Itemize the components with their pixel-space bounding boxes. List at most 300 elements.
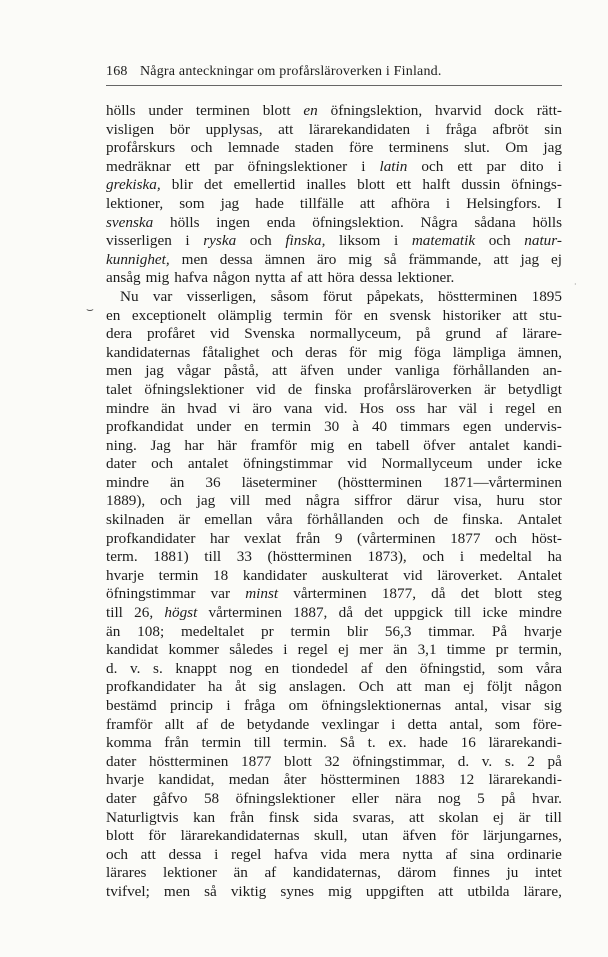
word: 1889), <box>106 492 146 510</box>
text-line <box>106 771 562 790</box>
text-line <box>106 678 562 697</box>
text-line <box>106 176 562 195</box>
word: till <box>253 734 271 752</box>
text-line <box>106 623 562 642</box>
word: blir <box>171 176 193 194</box>
word: latin <box>379 157 408 175</box>
word: öfningstimmar, <box>352 752 446 770</box>
word: hade <box>419 734 448 752</box>
text-line <box>106 697 562 716</box>
word: utan <box>361 827 389 845</box>
word: af <box>196 715 209 733</box>
word: att <box>396 678 412 696</box>
word: lärare- <box>522 325 562 343</box>
word: någon <box>212 269 251 287</box>
word: 12 <box>459 771 475 789</box>
word: 1887, <box>293 604 328 622</box>
running-title: Några anteckningar om profårsläroverken i Finland. <box>140 64 442 79</box>
word: vid <box>347 455 367 473</box>
word: huru <box>496 492 525 510</box>
word: betydligt <box>507 380 562 398</box>
word: har <box>210 529 230 547</box>
word: är <box>483 380 496 398</box>
word: afbröt <box>492 120 529 138</box>
word: från <box>295 529 321 547</box>
word: oss <box>395 399 416 417</box>
word: grekiska, <box>106 176 161 194</box>
word: ett <box>457 157 473 175</box>
word: vanliga <box>394 362 440 380</box>
word: föga <box>413 343 441 361</box>
word: främmande, <box>408 250 482 268</box>
word: att <box>409 808 425 826</box>
word: 33 <box>236 548 252 566</box>
word: kommer <box>168 641 220 659</box>
text-line <box>106 753 562 772</box>
word: hafva <box>274 845 308 863</box>
word: men <box>106 362 133 380</box>
word: bestämd <box>106 697 157 714</box>
word: af <box>360 659 373 677</box>
word: jag <box>520 250 540 268</box>
word: än <box>393 641 408 659</box>
word: kandi- <box>523 436 562 454</box>
word: en <box>106 306 121 324</box>
word: timmars <box>400 418 450 436</box>
word: sin <box>544 120 562 138</box>
word: finska <box>314 380 352 398</box>
word: 5 <box>477 789 485 807</box>
word: men <box>163 882 191 900</box>
word: termin. <box>283 734 327 752</box>
word: förut <box>322 287 353 305</box>
word: dito <box>519 157 544 175</box>
word: sådana <box>474 213 516 231</box>
word: i <box>459 548 465 566</box>
word: Antalet <box>517 566 562 584</box>
word: det <box>364 604 383 622</box>
text-line <box>106 437 562 456</box>
word: princip <box>170 697 214 714</box>
ink-speck: · <box>574 280 577 289</box>
text-line <box>106 864 562 883</box>
word: vexlingar <box>321 715 379 733</box>
word: intet <box>534 864 562 882</box>
word: hölls <box>532 213 562 231</box>
word: en <box>347 436 363 454</box>
word: hvar. <box>532 789 562 807</box>
header-rule <box>106 85 562 86</box>
word: var <box>152 287 173 305</box>
word: siffror <box>354 492 392 510</box>
word: icke <box>536 455 562 473</box>
word: mindre <box>518 604 562 622</box>
word: öfningslektioner <box>144 380 244 398</box>
word: emellertid <box>233 176 296 194</box>
word: utbilda <box>467 882 510 900</box>
word: visserligen, <box>186 287 257 305</box>
word: och <box>495 529 517 547</box>
word: d. <box>457 752 470 770</box>
word: 108; <box>137 622 165 640</box>
word: undervis- <box>504 418 562 436</box>
word: svaras, <box>352 808 395 826</box>
page-number: 168 <box>106 64 128 79</box>
word: den <box>385 659 408 677</box>
word: regel <box>297 641 328 659</box>
word: nog <box>437 789 461 807</box>
word: dessa <box>219 250 253 268</box>
word: (vårterminen <box>357 529 436 547</box>
word: därom <box>397 864 437 882</box>
word: detta <box>407 715 438 733</box>
word: ämnen <box>264 250 306 268</box>
word: lärarekandi- <box>488 771 562 789</box>
page-header <box>106 64 510 84</box>
word: ordinarie <box>507 845 562 863</box>
word: före <box>348 139 374 157</box>
word: mig <box>310 436 335 454</box>
word: timmar. <box>428 622 476 640</box>
word: profåret <box>147 325 196 343</box>
word: jag <box>220 194 240 212</box>
word: påstå, <box>223 362 259 380</box>
word: tiondedel <box>291 659 349 677</box>
word: svenska <box>106 213 154 231</box>
word: eller <box>351 789 379 807</box>
word: blott <box>262 102 291 119</box>
word: såsom <box>270 287 309 305</box>
word: och <box>106 845 128 863</box>
word: från <box>164 734 189 752</box>
word: sina <box>469 845 495 863</box>
word: läroverket. <box>437 566 503 584</box>
word: bör <box>169 120 190 138</box>
word: vi <box>228 399 241 417</box>
text-line <box>106 232 562 251</box>
word: under <box>487 455 522 473</box>
word: då <box>338 604 353 622</box>
text-line <box>106 846 562 865</box>
word: påpekats, <box>366 287 424 305</box>
word: regel <box>505 399 536 417</box>
text-line <box>106 400 562 419</box>
text-line <box>106 734 562 753</box>
word: på <box>416 325 431 343</box>
word: så <box>383 250 397 268</box>
word: uppgiften <box>365 882 425 900</box>
word: deras <box>305 343 338 361</box>
word: 16 <box>460 734 476 752</box>
word: att <box>493 250 509 268</box>
text-line <box>106 455 562 474</box>
word: än <box>170 473 185 491</box>
word: kunnighet, <box>106 250 170 268</box>
word: (höstterminen <box>267 548 352 566</box>
word: Naturligtvis <box>106 808 179 826</box>
word: i <box>425 120 430 138</box>
word: än <box>106 622 121 640</box>
word: nytta <box>255 269 286 287</box>
text-line <box>106 344 562 363</box>
word: fåtalighet <box>202 343 260 361</box>
word: 3,1 <box>417 641 437 659</box>
word: mindre <box>106 399 150 417</box>
word: ryska <box>203 232 237 250</box>
word: par <box>486 157 506 175</box>
word: så <box>204 882 217 900</box>
word: liksom <box>339 232 381 250</box>
word: vana <box>283 399 313 417</box>
text-line <box>106 790 562 809</box>
word: för <box>148 827 167 845</box>
word: 1895 <box>531 287 562 305</box>
word: att <box>271 362 288 380</box>
word: v. <box>130 659 141 677</box>
word: sig <box>258 678 277 696</box>
word: blott <box>284 752 312 770</box>
word: terminen <box>195 102 250 119</box>
word: finska, <box>285 232 326 250</box>
word: att <box>307 269 323 287</box>
word: minst <box>245 585 279 603</box>
word: dera <box>106 325 133 343</box>
word: 1871—vårterminen <box>443 473 562 491</box>
word: ämnen, <box>517 343 562 361</box>
word: lärarekandi- <box>488 734 562 752</box>
word: s. <box>153 659 163 677</box>
word: hvarvid <box>435 102 482 119</box>
word: i <box>185 232 190 250</box>
word: lämpliga <box>452 343 506 361</box>
word: öfningslektion. <box>312 213 404 231</box>
word: vid. <box>324 399 348 417</box>
word: ett <box>396 176 412 194</box>
text-line <box>106 641 562 660</box>
word: i <box>557 157 562 175</box>
word: 9 <box>334 529 343 547</box>
word: mig <box>378 343 403 361</box>
word: äfven <box>300 362 335 380</box>
word: stu- <box>539 306 562 324</box>
word: visa, <box>453 492 482 510</box>
word: rätt- <box>536 102 562 119</box>
word: ej <box>463 678 475 696</box>
word: 1881) <box>153 548 189 566</box>
word: vårterminen <box>293 585 367 603</box>
word: nog <box>229 659 253 677</box>
word: att <box>359 194 376 212</box>
word: med <box>264 492 292 510</box>
word: profårskurs <box>106 139 176 157</box>
word: natur- <box>524 232 562 250</box>
word: lärarekandidaternas <box>180 827 300 845</box>
word: väl <box>458 399 478 417</box>
word: och <box>249 232 272 250</box>
word: har <box>184 436 204 454</box>
word: egen <box>462 418 492 436</box>
word: högst <box>164 604 198 622</box>
word: 1877, <box>381 585 416 603</box>
word: grund <box>445 325 481 343</box>
word: antalet <box>468 436 510 454</box>
text-line <box>106 288 562 307</box>
word: åt <box>235 678 246 696</box>
word: blott <box>357 176 385 194</box>
word: förhållanden <box>452 362 530 380</box>
word: öfver <box>423 436 456 454</box>
word: skull, <box>314 827 348 845</box>
word: uppgick <box>394 604 443 622</box>
word: framför <box>106 715 153 733</box>
word: att <box>140 845 156 863</box>
word: ex. <box>388 734 407 752</box>
word: framför <box>250 436 297 454</box>
word: på <box>547 752 562 770</box>
text-line <box>106 381 562 400</box>
word: öfningslektioner <box>247 157 348 175</box>
word: lemnade <box>227 139 280 157</box>
word: historiker <box>442 306 501 324</box>
word: betydande <box>246 715 310 733</box>
word: har <box>427 399 447 417</box>
word: af <box>264 864 277 882</box>
word: att <box>438 882 454 900</box>
word: antal, <box>454 697 488 714</box>
word: tabell <box>375 436 410 454</box>
word: knappt <box>175 659 217 677</box>
text-line <box>106 585 562 604</box>
word: en <box>547 399 562 417</box>
word: 1873), <box>367 548 407 566</box>
word: ha <box>208 678 223 696</box>
word: kandidaternas, <box>292 864 381 882</box>
word: höstterminen <box>320 771 400 789</box>
word: antalet <box>187 455 229 473</box>
word: det <box>460 585 480 603</box>
word: och <box>151 455 174 473</box>
word: äfven <box>402 827 437 845</box>
word: icke <box>482 604 508 622</box>
word: som <box>494 715 521 733</box>
word: slut. <box>464 139 490 157</box>
word: regel <box>231 845 262 863</box>
word: kandidater <box>242 566 308 584</box>
word: Jag <box>150 436 171 454</box>
word: svensk <box>389 306 431 324</box>
word: de <box>287 380 303 398</box>
word: vid <box>209 325 230 343</box>
word: en <box>303 102 318 119</box>
text-line <box>106 158 562 177</box>
word: emellan <box>204 511 253 529</box>
text-line <box>106 883 562 902</box>
word: och <box>159 492 182 510</box>
word: tillfälle <box>299 194 344 212</box>
word: de <box>220 715 235 733</box>
word: och <box>488 232 511 250</box>
word: 58 <box>203 789 220 807</box>
word: hölls <box>169 213 200 231</box>
word: profårsläroverken <box>363 380 472 398</box>
word: t. <box>367 734 376 752</box>
word: fråga <box>445 120 477 138</box>
word: i <box>391 715 396 733</box>
word: här <box>217 436 237 454</box>
word: öfningslektionernas <box>321 697 442 714</box>
word: kandidat, <box>158 771 215 789</box>
word: mig <box>348 250 372 268</box>
word: våra <box>266 511 293 529</box>
word: nära <box>395 789 422 807</box>
text-line <box>106 809 562 828</box>
word: pr <box>495 641 509 659</box>
word: allt <box>164 715 185 733</box>
word: mer <box>359 641 383 659</box>
word: enda <box>266 213 296 231</box>
word: 18 <box>213 566 229 584</box>
text-line <box>106 102 562 121</box>
word: ej <box>493 808 504 826</box>
text-line <box>106 492 562 511</box>
word: hvad <box>187 399 217 417</box>
word: halft <box>422 176 451 194</box>
word: an- <box>542 362 562 380</box>
word: och <box>421 157 444 175</box>
word: 40 <box>371 418 388 436</box>
word: kan <box>193 808 216 826</box>
word: mera <box>359 845 390 863</box>
word: 56,3 <box>384 622 412 640</box>
word: lektioner <box>163 864 217 882</box>
word: följt <box>486 678 513 696</box>
word: för <box>348 343 367 361</box>
word: under <box>347 362 382 380</box>
word: blir <box>346 622 369 640</box>
word: hölls <box>106 102 136 119</box>
word: därur <box>406 492 439 510</box>
word: lärare, <box>523 882 562 900</box>
word: en <box>264 659 280 677</box>
word: af <box>495 325 508 343</box>
word: från <box>229 808 255 826</box>
word: sida <box>313 808 339 826</box>
word: dussin <box>461 176 501 194</box>
word: terminens <box>388 139 449 157</box>
text-line <box>106 362 562 381</box>
word: för <box>334 306 353 324</box>
word: staden <box>294 139 334 157</box>
word: komma <box>106 734 152 752</box>
word: vårterminen <box>208 604 282 622</box>
word: läseterminer <box>241 473 317 491</box>
word: v. <box>481 752 493 770</box>
text-line <box>106 269 562 288</box>
word: vill <box>229 492 251 510</box>
word: lärarekandidaten <box>308 120 411 138</box>
margin-mark: ⌣ <box>86 302 94 316</box>
word: 30 <box>324 418 340 436</box>
word: i <box>445 194 451 212</box>
word: lektioner. <box>397 269 455 287</box>
word: höstterminen <box>437 287 518 305</box>
word: under <box>196 418 232 436</box>
word: höra <box>327 269 355 287</box>
word: inalles <box>306 176 347 194</box>
text-line <box>106 604 562 623</box>
word: medan <box>228 771 270 789</box>
word: 32 <box>324 752 340 770</box>
